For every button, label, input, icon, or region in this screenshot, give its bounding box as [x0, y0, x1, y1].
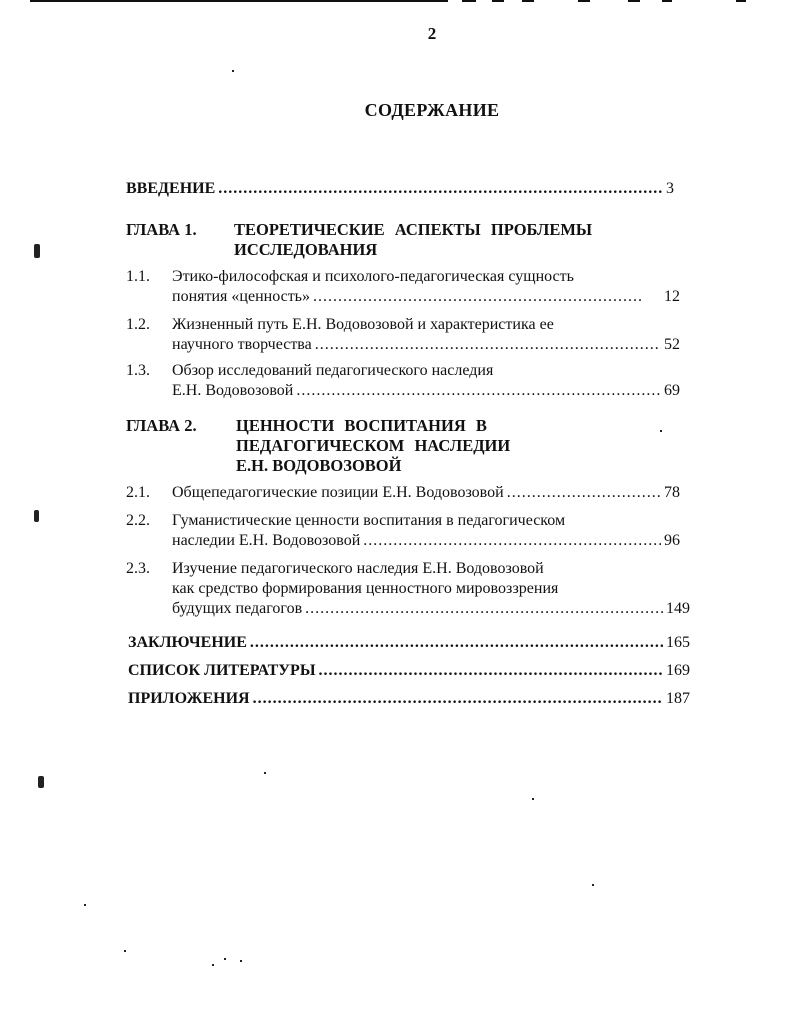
chapter-2-label: ГЛАВА 2. [126, 416, 197, 435]
toc-section-title: Этико-философская и психолого-педагогическая сущность [172, 268, 574, 285]
top-rule-dash [578, 0, 590, 2]
dot-leader [313, 288, 642, 306]
scan-speck [124, 950, 126, 952]
chapter-2-title: Е.Н. ВОДОВОЗОВОЙ [236, 456, 402, 475]
toc-page-number: 78 [664, 484, 680, 501]
toc-section-number: 2.2. [126, 512, 150, 529]
scan-speck [264, 772, 266, 774]
toc-entry-label: ВВЕДЕНИЕ [126, 180, 216, 197]
toc-section-number: 2.3. [126, 560, 150, 577]
toc-page-number: 52 [664, 336, 680, 353]
toc-section-number: 1.3. [126, 362, 150, 379]
binding-mark [34, 244, 40, 258]
dot-leader [305, 600, 663, 618]
toc-section-title: Изучение педагогического наследия Е.Н. Водовозовой [172, 560, 544, 577]
toc-entry-appendices[interactable] [128, 690, 690, 708]
toc-section-title: Обзор исследований педагогического наследия [172, 362, 494, 379]
toc-page-number: 169 [666, 662, 690, 679]
dot-leader [363, 532, 661, 550]
toc-entry-label: ЗАКЛЮЧЕНИЕ [128, 634, 247, 651]
toc-entry-label: ПРИЛОЖЕНИЯ [128, 690, 250, 707]
toc-entry-conclusion[interactable] [128, 634, 690, 652]
dot-leader [218, 180, 663, 198]
scan-speck [532, 798, 534, 800]
toc-section-title: будущих педагогов [172, 600, 303, 617]
dot-leader [253, 690, 663, 708]
top-rule-dash [492, 0, 504, 2]
toc-entry-references[interactable] [128, 662, 690, 680]
toc-page-number: 12 [664, 288, 680, 305]
chapter-1-title: ТЕОРЕТИЧЕСКИЕ АСПЕКТЫ ПРОБЛЕМЫ [234, 220, 593, 239]
toc-entry-2-2[interactable] [172, 532, 680, 550]
page-number: 2 [427, 24, 437, 43]
chapter-2-title: ПЕДАГОГИЧЕСКОМ НАСЛЕДИИ [236, 436, 511, 455]
toc-page-number: 149 [666, 600, 690, 617]
top-rule-dash [736, 0, 746, 2]
dot-leader [315, 336, 661, 354]
toc-page-number: 69 [664, 382, 680, 399]
toc-entry-intro[interactable] [126, 180, 674, 198]
toc-section-title: как средство формирования ценностного мировоззрения [172, 580, 559, 597]
toc-entry-label: СПИСОК ЛИТЕРАТУРЫ [128, 662, 316, 679]
page-title: СОДЕРЖАНИЕ [364, 100, 500, 120]
toc-section-number: 1.2. [126, 316, 150, 333]
top-rule-dash [662, 0, 672, 2]
toc-page-number: 3 [666, 180, 674, 197]
toc-section-title: научного творчества [172, 336, 312, 353]
dot-leader [296, 382, 661, 400]
scan-speck [212, 964, 214, 966]
toc-entry-2-1[interactable] [172, 484, 680, 502]
toc-entry-2-3[interactable] [172, 600, 690, 618]
dot-leader [319, 662, 663, 680]
top-rule-dash [628, 0, 640, 2]
toc-section-title: понятия «ценность» [172, 288, 310, 305]
toc-page-number: 165 [666, 634, 690, 651]
binding-mark [38, 776, 44, 788]
chapter-1-title: ИССЛЕДОВАНИЯ [234, 240, 378, 259]
toc-entry-1-1[interactable] [172, 288, 680, 306]
toc-section-title: наследии Е.Н. Водовозовой [172, 532, 361, 549]
scan-speck [84, 904, 86, 906]
toc-page-number: 187 [666, 690, 690, 707]
toc-section-title: Гуманистические ценности воспитания в педагогическом [172, 512, 566, 529]
dot-leader [250, 634, 663, 652]
toc-page-number: 96 [664, 532, 680, 549]
toc-section-title: Жизненный путь Е.Н. Водовозовой и характеристика ее [172, 316, 554, 333]
toc-entry-1-3[interactable] [172, 382, 680, 400]
top-rule [30, 0, 448, 2]
scan-speck [224, 958, 226, 960]
scan-speck [660, 430, 662, 432]
scan-speck [232, 70, 234, 72]
toc-section-title: Общепедагогические позиции Е.Н. Водовозовой [172, 484, 504, 501]
chapter-2-title: ЦЕННОСТИ ВОСПИТАНИЯ В [236, 416, 487, 435]
toc-section-title: Е.Н. Водовозовой [172, 382, 294, 399]
top-rule-dash [462, 0, 476, 2]
toc-entry-1-2[interactable] [172, 336, 680, 354]
chapter-1-label: ГЛАВА 1. [126, 220, 197, 239]
dot-leader [507, 484, 661, 502]
binding-mark [34, 510, 39, 522]
scan-speck [240, 960, 242, 962]
scan-speck [592, 884, 594, 886]
toc-section-number: 2.1. [126, 484, 150, 501]
top-rule-dash [522, 0, 534, 2]
toc-section-number: 1.1. [126, 268, 150, 285]
